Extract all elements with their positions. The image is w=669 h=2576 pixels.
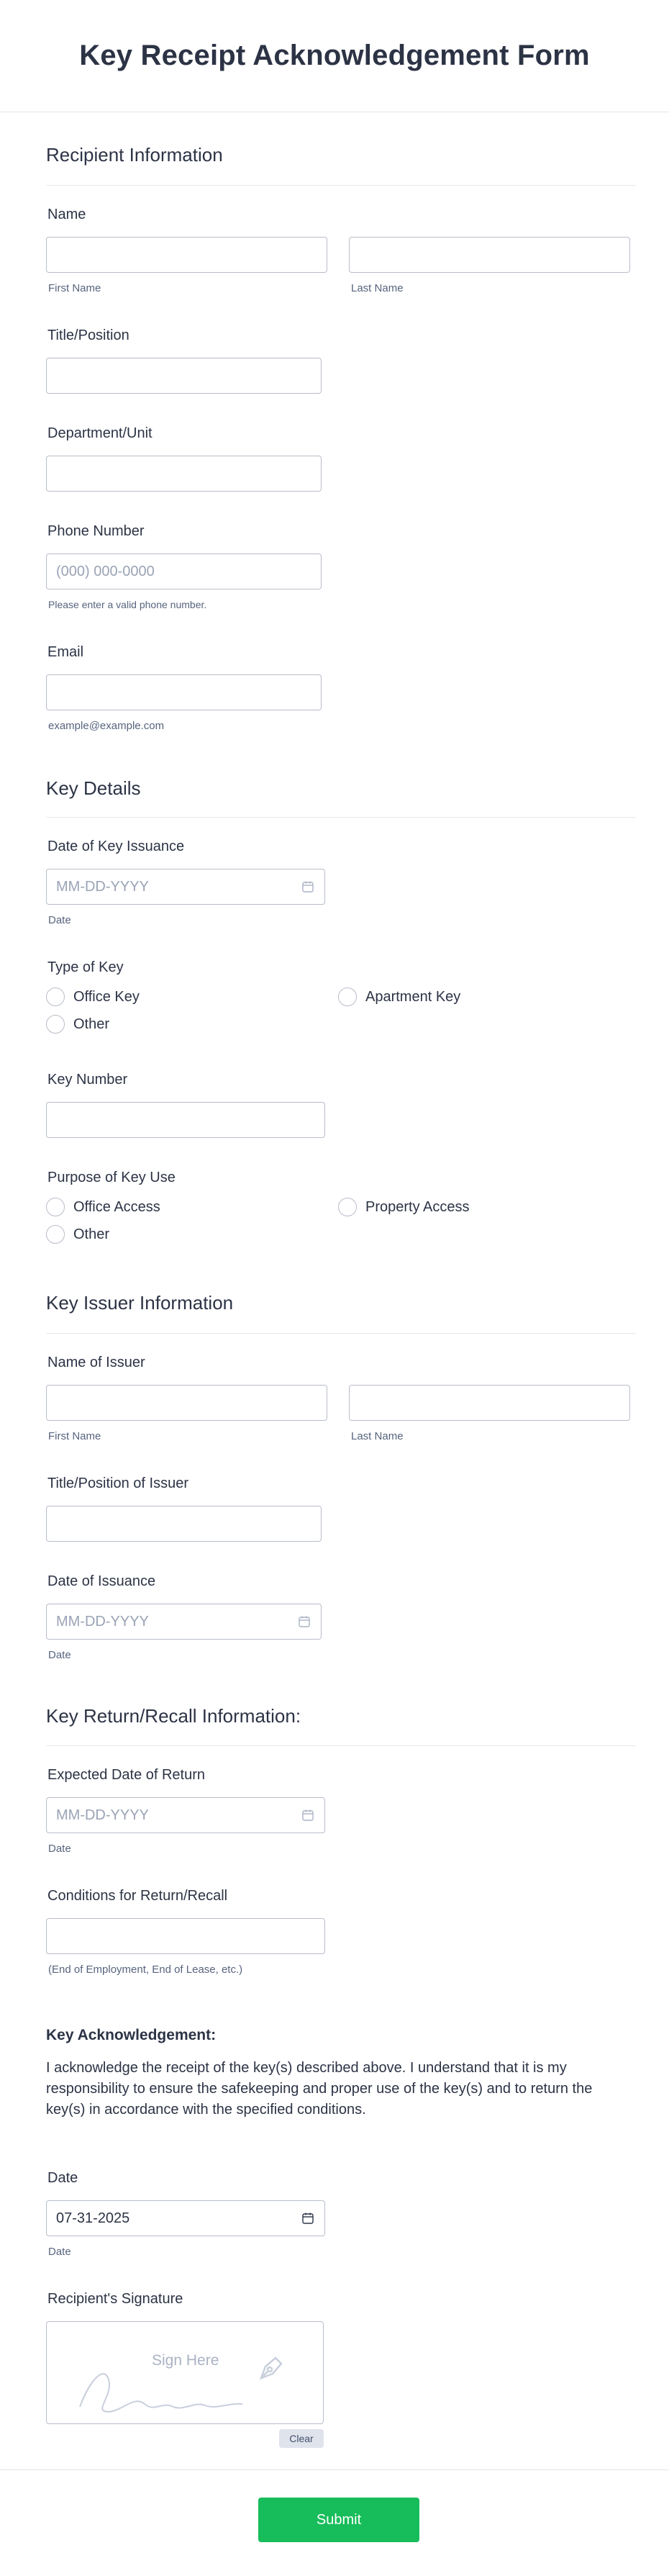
issuer-name-label: Name of Issuer	[47, 1355, 145, 1370]
title-position-label: Title/Position	[47, 327, 129, 343]
radio-button[interactable]	[338, 988, 357, 1006]
issuer-first-name-sublabel: First Name	[48, 1430, 101, 1442]
section-title-return: Key Return/Recall Information:	[46, 1705, 301, 1727]
issuer-title-label: Title/Position of Issuer	[47, 1475, 189, 1491]
clear-signature-button[interactable]: Clear	[279, 2429, 324, 2448]
key-type-option-office[interactable]: Office Key	[46, 988, 140, 1006]
ack-date-label: Date	[47, 2170, 78, 2186]
expected-return-sublabel: Date	[48, 1843, 71, 1855]
issuer-last-name-sublabel: Last Name	[351, 1430, 404, 1442]
first-name-sublabel: First Name	[48, 282, 101, 294]
acknowledgement-heading: Key Acknowledgement:	[46, 2027, 217, 2043]
signature-pad[interactable]	[46, 2321, 324, 2424]
issuer-last-name-input[interactable]	[349, 1385, 630, 1421]
conditions-label: Conditions for Return/Recall	[47, 1888, 228, 1904]
name-label: Name	[47, 207, 86, 222]
issuer-first-name-input[interactable]	[46, 1385, 327, 1421]
issuance-date-label: Date of Key Issuance	[47, 839, 185, 854]
conditions-sublabel: (End of Employment, End of Lease, etc.)	[48, 1963, 243, 1976]
issuer-date-sublabel: Date	[48, 1649, 71, 1661]
form-title: Key Receipt Acknowledgement Form	[79, 40, 590, 71]
title-position-input[interactable]	[46, 358, 322, 394]
email-sublabel: example@example.com	[48, 720, 165, 732]
purpose-option-office[interactable]: Office Access	[46, 1198, 160, 1216]
section-title-issuer: Key Issuer Information	[46, 1292, 234, 1314]
issuer-date-input[interactable]	[46, 1604, 322, 1640]
email-label: Email	[47, 644, 84, 660]
radio-button[interactable]	[46, 1198, 65, 1216]
section-divider	[46, 185, 636, 186]
submit-button[interactable]: Submit	[258, 2498, 419, 2542]
issuance-date-sublabel: Date	[48, 914, 71, 926]
radio-button[interactable]	[46, 1015, 65, 1034]
issuance-date-placeholder: MM-DD-YYYY	[56, 878, 149, 895]
section-title-key-details: Key Details	[46, 777, 141, 799]
key-type-option-other[interactable]: Other	[46, 1015, 109, 1034]
radio-button[interactable]	[46, 988, 65, 1006]
ack-date-input[interactable]	[46, 2200, 325, 2236]
radio-button[interactable]	[46, 1225, 65, 1244]
phone-sublabel: Please enter a valid phone number.	[48, 599, 207, 610]
issuer-date-placeholder: MM-DD-YYYY	[56, 1613, 149, 1630]
issuer-title-input[interactable]	[46, 1506, 322, 1542]
phone-input[interactable]: (000) 000-0000	[46, 553, 322, 589]
expected-return-input[interactable]	[46, 1797, 325, 1833]
expected-return-label: Expected Date of Return	[47, 1767, 206, 1783]
pen-nib-icon	[255, 2352, 287, 2384]
ack-date-value: 07-31-2025	[56, 2210, 130, 2226]
last-name-sublabel: Last Name	[351, 282, 404, 294]
calendar-icon[interactable]	[301, 1809, 314, 1822]
section-divider	[46, 1333, 636, 1334]
radio-button[interactable]	[338, 1198, 357, 1216]
purpose-option-property[interactable]: Property Access	[338, 1198, 470, 1216]
last-name-input[interactable]	[349, 237, 630, 273]
expected-return-placeholder: MM-DD-YYYY	[56, 1807, 149, 1823]
key-number-input[interactable]	[46, 1102, 325, 1138]
key-number-label: Key Number	[47, 1072, 128, 1088]
first-name-input[interactable]	[46, 237, 327, 273]
signature-label: Recipient's Signature	[47, 2291, 183, 2307]
phone-label: Phone Number	[47, 523, 145, 539]
footer-divider	[0, 2469, 669, 2470]
email-input[interactable]	[46, 674, 322, 710]
acknowledgement-text: I acknowledge the receipt of the key(s) described above. I understand that it is my responsibility to ensure the safekeeping and proper use of the key(s) and to return the key(s) in accordance with the specified conditions.	[46, 2060, 593, 2118]
section-title-recipient: Recipient Information	[46, 144, 223, 166]
key-type-option-apartment[interactable]: Apartment Key	[338, 988, 460, 1006]
sign-here-placeholder: Sign Here	[152, 2352, 219, 2369]
department-label: Department/Unit	[47, 425, 153, 441]
ack-date-sublabel: Date	[48, 2246, 71, 2258]
calendar-icon[interactable]	[298, 1615, 311, 1628]
section-divider	[46, 817, 636, 818]
purpose-label: Purpose of Key Use	[47, 1170, 176, 1185]
purpose-option-other[interactable]: Other	[46, 1225, 109, 1244]
conditions-input[interactable]	[46, 1918, 325, 1954]
calendar-icon[interactable]	[301, 2212, 314, 2225]
issuance-date-input[interactable]	[46, 869, 325, 905]
department-input[interactable]	[46, 456, 322, 492]
form-header	[0, 0, 669, 112]
section-divider	[46, 1745, 636, 1746]
key-type-label: Type of Key	[47, 959, 124, 975]
issuer-date-label: Date of Issuance	[47, 1573, 156, 1589]
calendar-icon[interactable]	[301, 880, 314, 893]
